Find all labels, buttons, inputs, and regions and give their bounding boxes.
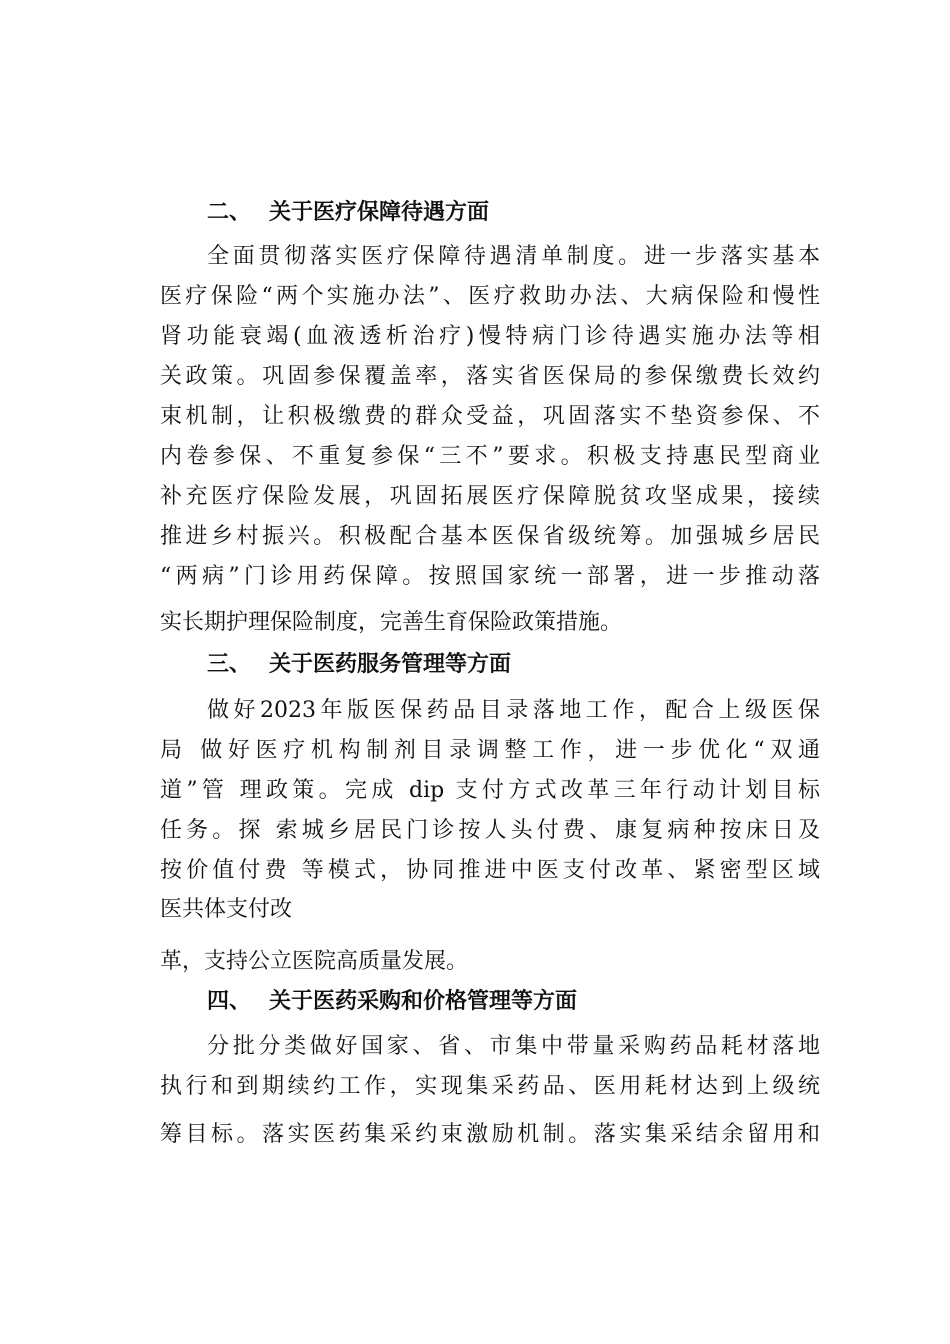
paragraph-line: 内卷参保、不重复参保“三不”要求。积极支持惠民型商业 bbox=[160, 444, 820, 469]
paragraph-line: 任务。探 索城乡居民门诊按人头付费、康复病种按床日及 bbox=[160, 818, 820, 843]
paragraph-line: 医疗保险“两个实施办法”、医疗救助办法、大病保险和慢性 bbox=[160, 284, 820, 309]
paragraph-line: 实长期护理保险制度，完善生育保险政策措施。 bbox=[160, 610, 623, 635]
paragraph-line: 肾功能衰竭(血液透析治疗)慢特病门诊待遇实施办法等相 bbox=[160, 324, 820, 349]
paragraph-line: 革，支持公立医院高质量发展。 bbox=[160, 949, 469, 974]
section-number: 二、 bbox=[207, 200, 252, 225]
paragraph-line: 全面贯彻落实医疗保障待遇清单制度。进一步落实基本 bbox=[207, 244, 820, 269]
paragraph-line: 筹目标。落实医药集采约束激励机制。落实集采结余留用和 bbox=[160, 1122, 820, 1147]
section-heading-2 bbox=[207, 199, 489, 227]
section-title: 关于医药采购和价格管理等方面 bbox=[269, 989, 578, 1014]
section-title: 关于医药服务管理等方面 bbox=[269, 652, 512, 677]
paragraph-line: 束机制，让积极缴费的群众受益，巩固落实不垫资参保、不 bbox=[160, 404, 820, 429]
paragraph-line: 执行和到期续约工作，实现集采药品、医用耗材达到上级统 bbox=[160, 1074, 820, 1099]
section-number: 四、 bbox=[207, 989, 252, 1014]
paragraph-line: 分批分类做好国家、省、市集中带量采购药品耗材落地 bbox=[207, 1034, 820, 1059]
section-heading-4 bbox=[207, 988, 577, 1016]
paragraph-line: 补充医疗保险发展，巩固拓展医疗保障脱贫攻坚成果，接续 bbox=[160, 484, 820, 509]
paragraph-line: 局 做好医疗机构制剂目录调整工作，进一步优化“双通 bbox=[160, 738, 820, 763]
section-heading-3 bbox=[207, 651, 511, 679]
paragraph-line: 按价值付费 等模式，协同推进中医支付改革、紧密型区域 bbox=[160, 858, 820, 883]
paragraph-line: 关政策。巩固参保覆盖率，落实省医保局的参保缴费长效约 bbox=[160, 364, 820, 389]
paragraph-line: “两病”门诊用药保障。按照国家统一部署，进一步推动落 bbox=[160, 564, 820, 589]
section-title: 关于医疗保障待遇方面 bbox=[269, 200, 490, 225]
paragraph-line: 医共体支付改 bbox=[160, 897, 293, 922]
paragraph-line: 道”管 理政策。完成 dip 支付方式改革三年行动计划目标 bbox=[160, 778, 820, 803]
paragraph-line: 推进乡村振兴。积极配合基本医保省级统筹。加强城乡居民 bbox=[160, 524, 820, 549]
section-number: 三、 bbox=[207, 652, 252, 677]
paragraph-line: 做好2023年版医保药品目录落地工作，配合上级医保 bbox=[207, 698, 820, 723]
